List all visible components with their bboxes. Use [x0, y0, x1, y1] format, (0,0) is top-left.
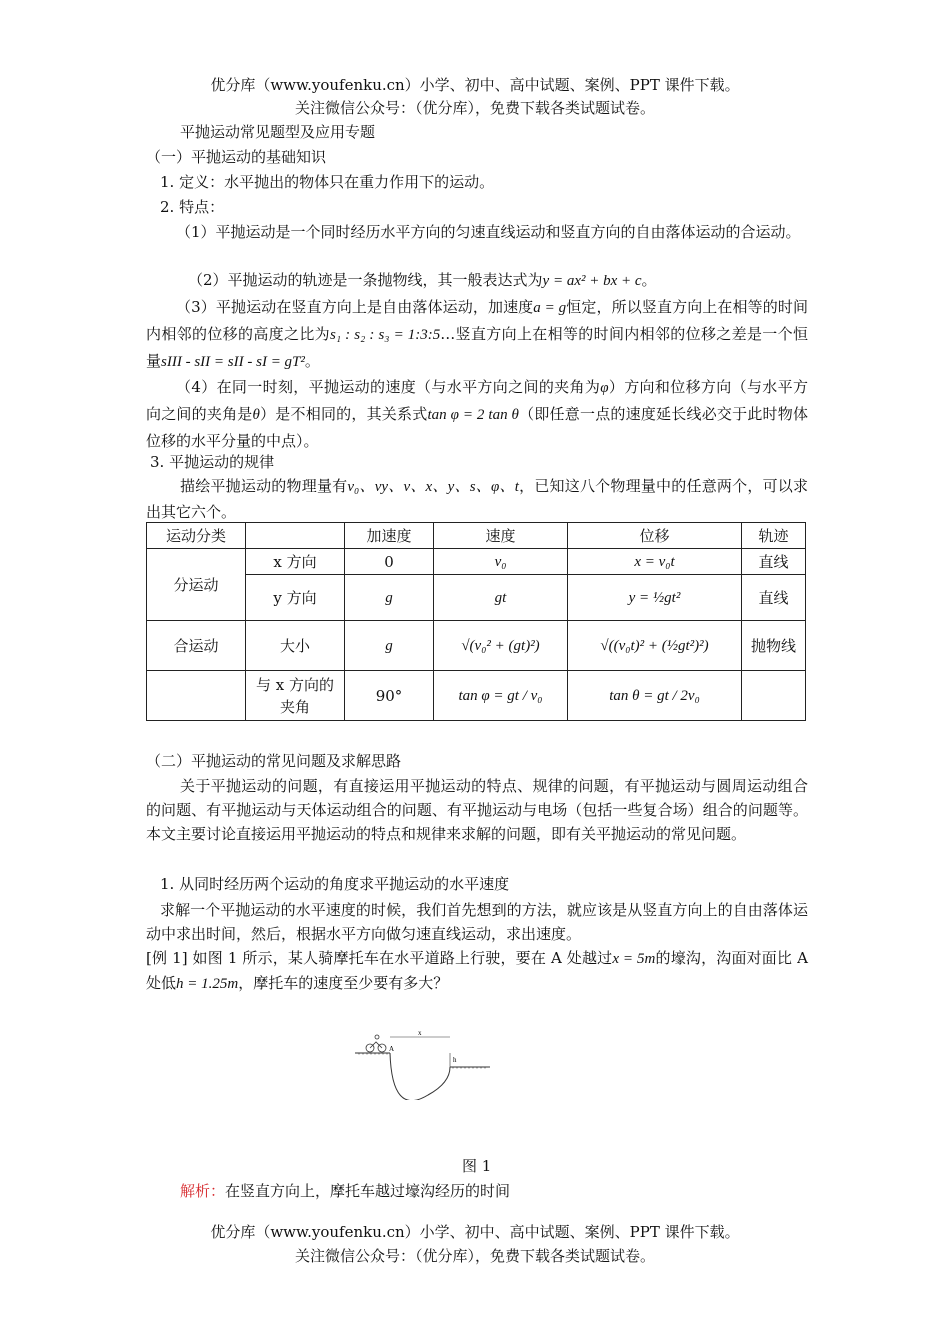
table-header: 速度 — [434, 523, 568, 549]
table-row — [147, 549, 806, 575]
table-cell: tan θ = gt / 2v₀ — [568, 671, 742, 721]
ditch-figure — [350, 1025, 500, 1104]
table-cell: 0 — [345, 549, 434, 575]
table-row — [147, 575, 806, 621]
footer-line-2: 关注微信公众号：（优分库），免费下载各类试题试卷。 — [294, 1247, 655, 1265]
table-row — [147, 523, 806, 549]
table-cell: tan φ = gt / v₀ — [434, 671, 568, 721]
table-cell: 直线 — [742, 549, 806, 575]
table-cell — [147, 671, 246, 721]
table-cell: gt — [434, 575, 568, 621]
table-cell: 大小 — [246, 621, 345, 671]
table-cell: g — [345, 575, 434, 621]
ditch-diagram — [350, 1025, 500, 1100]
section-heading-2: （二）平抛运动的常见问题及求解思路 — [146, 752, 402, 770]
table-cell: 抛物线 — [742, 621, 806, 671]
header-line-2: 关注微信公众号：（优分库），免费下载各类试题试卷。 — [294, 99, 655, 117]
subsection-1: 1. 从同时经历两个运动的角度求平抛运动的水平速度 — [160, 875, 510, 893]
figure-caption: 图 1 — [462, 1157, 492, 1175]
table-cell: g — [345, 621, 434, 671]
table-cell: 与 x 方向的夹角 — [246, 671, 345, 721]
page-title: 平抛运动常见题型及应用专题 — [180, 123, 376, 141]
label-h: h — [453, 1056, 457, 1064]
table-row — [147, 621, 806, 671]
table-cell: v₀ — [434, 549, 568, 575]
section-heading-1: （一）平抛运动的基础知识 — [146, 148, 327, 166]
formula-ratio: s₁ : s₂ : s₃ = 1:3:5 — [330, 327, 441, 343]
formula-accel: a = g — [533, 300, 567, 316]
table-header — [246, 523, 345, 549]
table-cell: x = v₀t — [568, 549, 742, 575]
formula-diff: sIII - sII = sII - sI = gT² — [161, 354, 305, 370]
label-a: A — [389, 1045, 395, 1053]
feature-4: （4）在同一时刻，平抛运动的速度（与水平方向之间的夹角为φ）方向和位移方向（与水平方向之间的夹角是θ）是不相同的，其关系式tan φ = 2 tan θ（即任意一点的速度延长线必交于此时物体位移的水平分量的中点）。 — [146, 378, 808, 450]
footer-line-1: 优分库（www.youfenku.cn）小学、初中、高中试题、案例、PPT 课件下载。 — [210, 1223, 740, 1241]
table-header: 运动分类 — [147, 523, 246, 549]
example-1: [例 1] 如图 1 所示，某人骑摩托车在水平道路上行驶，要在 A 处越过x = 5m的壕沟，沟面对面比 A 处低h = 1.25m，摩托车的速度至少要有多大？ — [146, 949, 808, 992]
features-heading: 2. 特点： — [160, 198, 225, 216]
value-x: x = 5m — [612, 951, 656, 967]
table-cell: 合运动 — [147, 621, 246, 671]
table-row — [147, 671, 806, 721]
motorcycle-icon — [366, 1035, 386, 1052]
definition: 1. 定义：水平抛出的物体只在重力作用下的运动。 — [160, 173, 495, 191]
quantities-paragraph: 描绘平抛运动的物理量有v₀、vy、v、x、y、s、φ、t，已知这八个物理量中的任意两个，可以求出其它六个。 — [146, 477, 808, 521]
table-header: 加速度 — [345, 523, 434, 549]
table-cell: 90° — [345, 671, 434, 721]
table-cell — [742, 671, 806, 721]
header-line-1: 优分库（www.youfenku.cn）小学、初中、高中试题、案例、PPT 课件下载。 — [210, 76, 740, 94]
quantity-list: v₀、vy、v、x、y、s、φ、t — [347, 479, 519, 495]
table-cell: √((v₀t)² + (½gt²)²) — [568, 621, 742, 671]
table-cell: √(v₀² + (gt)²) — [434, 621, 568, 671]
table-cell: 直线 — [742, 575, 806, 621]
section2-intro: 关于平抛运动的问题，有直接运用平抛运动的特点、规律的问题，有平抛运动与圆周运动组合的问题、有平抛运动与天体运动组合的问题、有平抛运动与电场（包括一些复合场）组合的问题等。本文主要讨论直接运用平抛运动的特点和规律来求解的问题，即有关平抛运动的常见问题。 — [146, 777, 808, 843]
formula-tan: tan φ = 2 tan θ — [427, 407, 519, 423]
rules-heading: 3. 平抛运动的规律 — [150, 453, 275, 471]
table-cell: y = ½gt² — [568, 575, 742, 621]
label-x: x — [418, 1029, 422, 1037]
feature-1: （1）平抛运动是一个同时经历水平方向的匀速直线运动和竖直方向的自由落体运动的合运动。 — [176, 223, 801, 241]
table-cell: y 方向 — [246, 575, 345, 621]
formula-parabola: y = ax² + bx + c — [542, 273, 642, 289]
feature-3: （3）平抛运动在竖直方向上是自由落体运动，加速度a = g恒定，所以竖直方向上在相等的时间内相邻的位移的高度之比为s₁ : s₂ : s₃ = 1:3:5…竖直方向上在相等的时间内相邻的位移之差是一个恒量sIII - sII = sII - sI = gT²。 — [146, 298, 808, 370]
value-h: h = 1.25m — [176, 976, 239, 992]
motion-table — [146, 522, 806, 721]
table-header: 位移 — [568, 523, 742, 549]
table-header: 轨迹 — [742, 523, 806, 549]
analysis-label: 解析： — [180, 1182, 226, 1200]
analysis: 解析：在竖直方向上，摩托车越过壕沟经历的时间 — [180, 1182, 511, 1200]
subsection-1-text: 求解一个平抛运动的水平速度的时候，我们首先想到的方法，就应该是从竖直方向上的自由落体运动中求出时间，然后，根据水平方向做匀速直线运动，求出速度。 — [146, 901, 808, 943]
table-cell: 分运动 — [147, 549, 246, 621]
table-cell: x 方向 — [246, 549, 345, 575]
feature-2: （2）平抛运动的轨迹是一条抛物线，其一般表达式为y = ax² + bx + c。 — [188, 271, 657, 289]
